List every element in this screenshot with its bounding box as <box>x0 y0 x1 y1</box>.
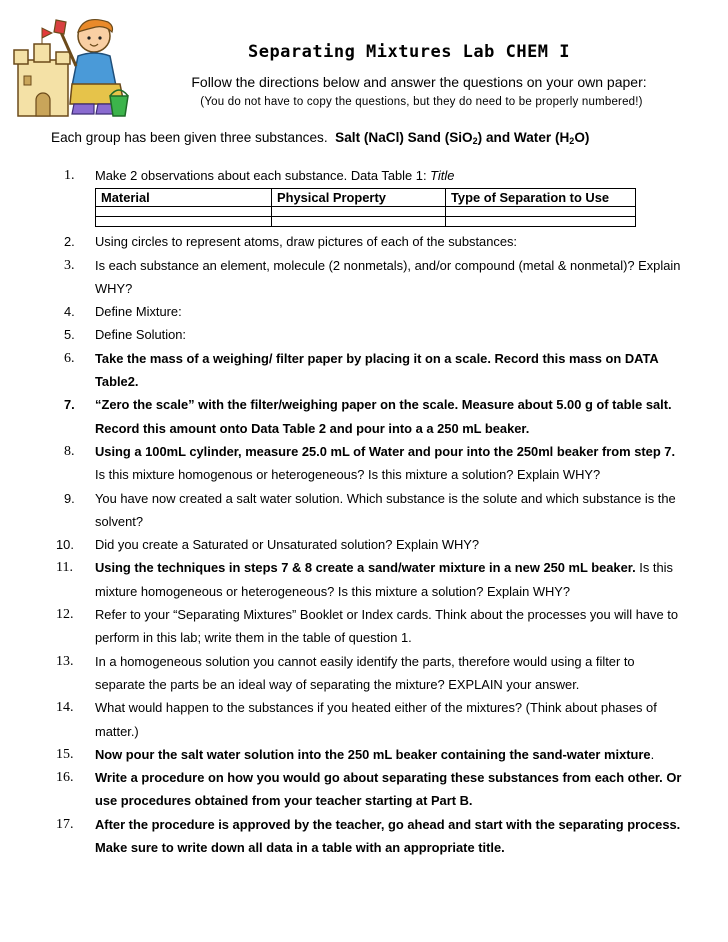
question-bold-text: Write a procedure on how you would go about separating these substances from each other. Or use procedures obtained from your teacher starting at Part B. <box>95 770 682 809</box>
question-bold-text: “Zero the scale” with the filter/weighing paper on the scale. Measure about 5.00 g of table salt. Record this amount onto Data Table 2 and pour into a a 250 mL beaker. <box>95 397 672 436</box>
intro-end: O) <box>574 130 590 145</box>
question-13 <box>56 650 684 697</box>
question-number: 14. <box>56 700 74 716</box>
question-bold-text: Take the mass of a weighing/ filter paper by placing it on a scale. Record this mass on DATA Table2. <box>95 350 659 390</box>
question-10 <box>56 533 684 556</box>
question-number: 4. <box>64 304 75 320</box>
question-number: 3. <box>64 257 75 273</box>
question-bold-text: Using a 100mL cylinder, measure 25.0 mL of Water and pour into the 250ml beaker from step 7. <box>95 443 676 459</box>
question-4 <box>64 300 684 323</box>
question-text: Refer to your “Separating Mixtures” Booklet or Index cards. Think about the processes you will have to perform in this lab; write them in the table of question 1. <box>95 607 678 646</box>
question-text: Define Mixture: <box>95 304 182 320</box>
question-text: Make 2 observations about each substance. Data Table 1: <box>95 168 431 183</box>
question-bold-text: After the procedure is approved by the teacher, go ahead and start with the separating process. Make sure to write down all data in a table with an appropriate title. <box>95 816 681 856</box>
table-row <box>96 207 636 217</box>
intro-salt: Salt (NaCl) Sand (SiO <box>335 130 473 145</box>
question-1 <box>64 164 684 227</box>
question-number: 13. <box>56 653 74 669</box>
directions-text: Follow the directions below and answer the questions on your own paper: <box>191 74 647 90</box>
table-header: Material <box>96 189 272 207</box>
question-number: 9. <box>64 490 75 506</box>
numbering-note: (You do not have to copy the questions, but they do need to be properly numbered!) <box>200 96 643 108</box>
table-cell[interactable] <box>446 207 636 217</box>
question-12 <box>56 603 684 650</box>
table-header: Physical Property <box>272 189 446 207</box>
question-number: 11. <box>56 560 73 576</box>
question-8 <box>64 440 684 487</box>
table-cell[interactable] <box>272 207 446 217</box>
question-text: Is this mixture homogeneous or heterogeneous? Is this mixture a solution? Explain WHY? <box>95 560 673 599</box>
data-table-1 <box>95 188 636 227</box>
question-italic: Title <box>430 168 455 183</box>
question-text: Define Solution: <box>95 327 187 343</box>
question-number: 5. <box>64 327 75 343</box>
question-text: Is this mixture homogenous or heterogeneous? Is this mixture a solution? Explain WHY? <box>95 467 601 483</box>
question-3 <box>64 254 684 301</box>
intro-text: Each group has been given three substances. <box>51 130 328 145</box>
question-7 <box>64 393 684 440</box>
question-number: 1. <box>64 168 75 183</box>
question-15 <box>56 743 684 766</box>
question-text: . <box>650 746 655 762</box>
table-header-row <box>96 189 636 207</box>
question-number: 8. <box>64 443 75 459</box>
question-11 <box>56 556 684 603</box>
question-text: You have now created a salt water solution. Which substance is the solute and which substance is the solvent? <box>95 490 676 529</box>
question-number: 7. <box>64 397 75 413</box>
question-number: 6. <box>64 350 75 366</box>
question-text: Using circles to represent atoms, draw pictures of each of the substances: <box>95 234 518 250</box>
question-number: 17. <box>56 816 74 832</box>
page-title: Separating Mixtures Lab CHEM I <box>247 42 571 62</box>
question-17 <box>56 813 684 860</box>
table-cell[interactable] <box>96 207 272 217</box>
intro-sub-1: 2 <box>472 136 478 146</box>
question-list <box>56 164 684 859</box>
question-text: In a homogeneous solution you cannot easily identify the parts, therefore would using a filter to separate the parts be an ideal way of separating the mixture? EXPLAIN your answer. <box>95 653 635 692</box>
intro-sub-2: 2 <box>569 136 575 146</box>
question-2 <box>64 230 684 253</box>
table-header: Type of Separation to Use <box>446 189 636 207</box>
question-5 <box>64 323 684 346</box>
question-bold-text: Using the techniques in steps 7 & 8 create a sand/water mixture in a new 250 mL beaker. <box>95 560 636 576</box>
intro-line <box>51 130 589 146</box>
question-16 <box>56 766 684 813</box>
question-bold-text: Now pour the salt water solution into the 250 mL beaker containing the sand-water mixture <box>95 746 651 762</box>
question-9 <box>64 487 684 534</box>
question-number: 15. <box>56 746 74 762</box>
question-text: What would happen to the substances if you heated either of the mixtures? (Think about phases of matter.) <box>95 700 657 739</box>
table-row <box>96 217 636 227</box>
question-number: 10. <box>56 537 74 553</box>
table-cell[interactable] <box>446 217 636 227</box>
question-number: 2. <box>64 234 75 250</box>
question-6 <box>64 347 684 394</box>
table-cell[interactable] <box>96 217 272 227</box>
question-text: Is each substance an element, molecule (2 nonmetals), and/or compound (metal & nonmetal)? Explain WHY? <box>95 257 681 296</box>
question-number: 16. <box>56 770 74 786</box>
intro-water: ) and Water (H <box>477 130 570 145</box>
table-cell[interactable] <box>272 217 446 227</box>
question-number: 12. <box>56 607 74 623</box>
question-text: Did you create a Saturated or Unsaturated solution? Explain WHY? <box>95 537 480 553</box>
question-14 <box>56 696 684 743</box>
